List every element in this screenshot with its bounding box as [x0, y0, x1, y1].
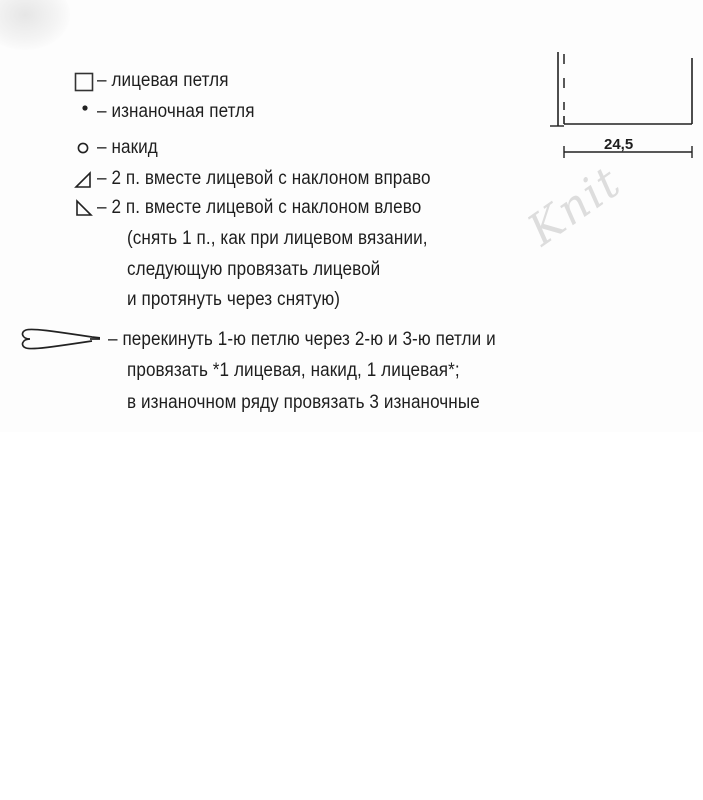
- legend-text-cross: в изнаночном ряду провязать 3 изнаночные: [127, 392, 480, 413]
- slant-right-icon: [74, 171, 94, 189]
- square-icon: [74, 72, 94, 92]
- photo-shadow: [0, 0, 70, 50]
- dimension-label: 24,5: [604, 136, 634, 153]
- legend-text-cross: – перекинуть 1-ю петлю через 2-ю и 3-ю петли и: [108, 329, 496, 350]
- slant-left-icon: [74, 199, 94, 217]
- legend-text-knit: – лицевая петля: [97, 70, 229, 91]
- legend-note-line: (снять 1 п., как при лицевом вязании,: [127, 228, 428, 249]
- legend-text-cross: провязать *1 лицевая, накид, 1 лицевая*;: [127, 360, 460, 381]
- legend-note-line: следующую провязать лицевой: [127, 259, 381, 280]
- legend-note-line: и протянуть через снятую): [127, 289, 341, 310]
- cross-stitch-icon: [18, 326, 100, 352]
- circle-icon: [76, 141, 90, 155]
- legend-text-yarn-over: – накид: [97, 137, 158, 158]
- legend-text-k2tog-right: – 2 п. вместе лицевой с наклоном вправо: [97, 168, 431, 189]
- legend-text-purl: – изнаночная петля: [97, 101, 255, 122]
- legend-text-k2tog-left: – 2 п. вместе лицевой с наклоном влево: [97, 197, 422, 218]
- dot-icon: [80, 103, 90, 113]
- watermark: Knit: [518, 156, 631, 256]
